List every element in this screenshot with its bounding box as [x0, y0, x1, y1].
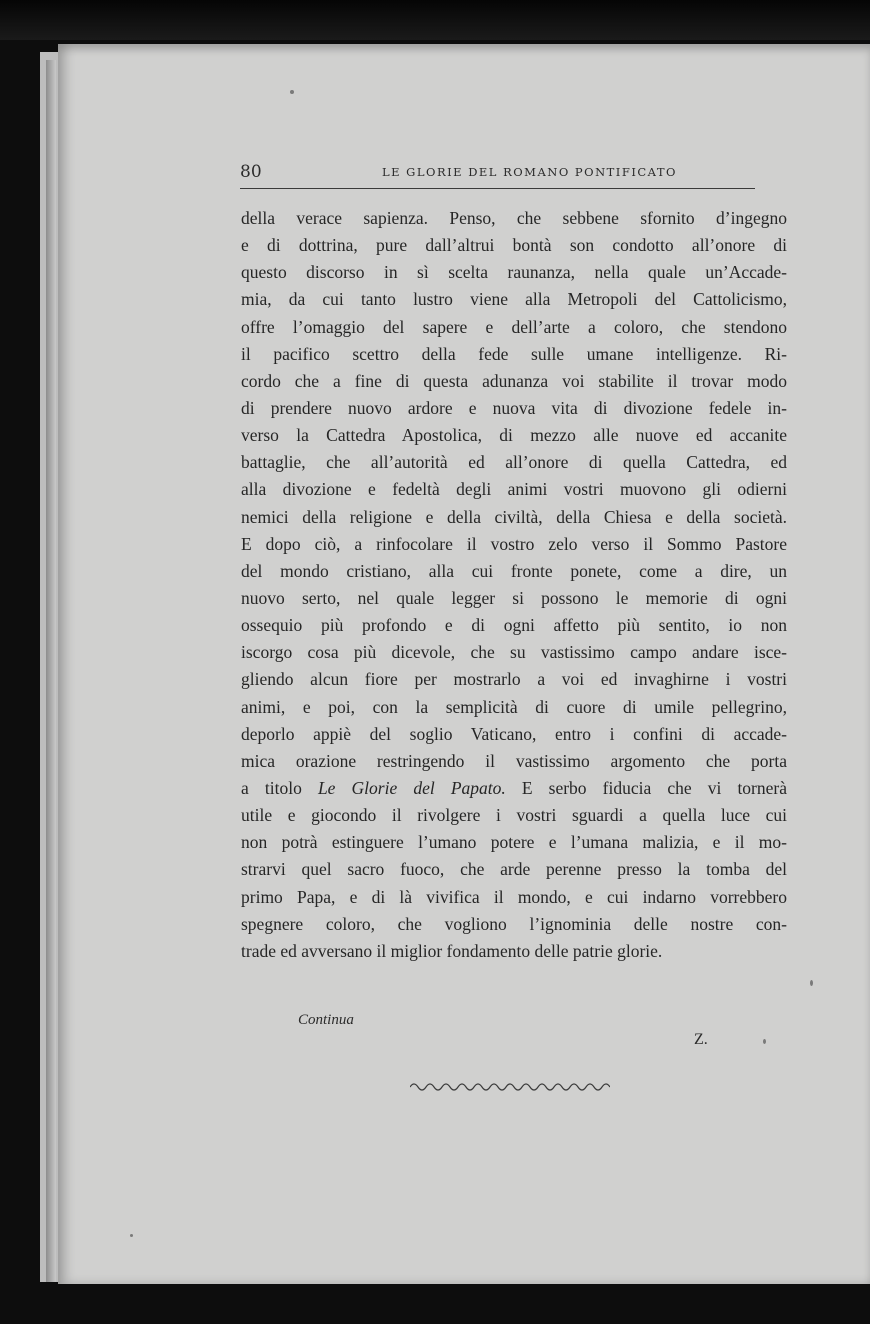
text-line: non potrà estinguere l’umano potere e l’umana malizia, e il mo- [241, 832, 787, 853]
text-line: primo Papa, e di là vivifica il mondo, e cui indarno vorrebbero [241, 886, 787, 907]
scan-top-shadow [0, 0, 870, 40]
italic-book-title: Le Glorie del Papato. [317, 777, 506, 798]
text-line: E dopo ciò, a rinfocolare il vostro zelo verso il Sommo Pastore [241, 533, 787, 554]
text-line: cordo che a fine di questa adunanza voi stabilite il trovar modo [241, 370, 787, 391]
text-line: strarvi quel sacro fuoco, che arde perenne presso la tomba del [241, 859, 787, 880]
dust-speck [763, 1039, 766, 1044]
text-line-with-italic-title [241, 775, 787, 802]
text-line: del mondo cristiano, alla cui fronte ponete, come a dire, un [241, 560, 787, 581]
text-fragment: a titolo [241, 777, 318, 798]
text-line: utile e giocondo il rivolgere i vostri sguardi a quella luce cui [241, 805, 787, 826]
page-header [240, 158, 755, 189]
dust-speck [810, 980, 813, 986]
text-line: battaglie, che all’autorità ed all’onore di quella Cattedra, ed [241, 452, 787, 473]
text-line: gliendo alcun fiore per mostrarlo a voi ed invaghirne i vostri [241, 669, 787, 690]
text-line: spegnere coloro, che vogliono l’ignominia delle nostre con- [241, 913, 787, 934]
running-title: LE GLORIE DEL ROMANO PONTIFICATO [382, 165, 677, 179]
text-line: alla divozione e fedeltà degli animi vostri muovono gli odierni [241, 479, 787, 500]
dust-speck [130, 1234, 133, 1237]
text-line: e di dottrina, pure dall’altrui bontà son condotto all’onore di [241, 235, 787, 256]
text-line: iscorgo cosa più dicevole, che su vastissimo campo andare isce- [241, 642, 787, 663]
page-number: 80 [240, 162, 262, 182]
text-line: mia, da cui tanto lustro viene alla Metropoli del Cattolicismo, [241, 289, 787, 310]
continua-note: Continua [298, 1012, 354, 1028]
text-fragment: E serbo fiducia che vi tornerà [505, 777, 788, 798]
text-line: deporlo appiè del soglio Vaticano, entro i confini di accade- [241, 723, 787, 744]
wavy-rule-ornament [410, 1080, 610, 1094]
text-line: nemici della religione e della civiltà, della Chiesa e della società. [241, 506, 787, 527]
text-line: trade ed avversano il miglior fondamento delle patrie glorie. [241, 940, 663, 961]
text-line: il pacifico scettro della fede sulle umane intelligenze. Ri- [241, 343, 787, 364]
dust-speck [290, 90, 294, 94]
text-line: ossequio più profondo e di ogni affetto più sentito, io non [241, 615, 787, 636]
text-line: offre l’omaggio del sapere e dell’arte a coloro, che stendono [241, 316, 787, 337]
page-edge [46, 60, 56, 1282]
text-line: animi, e poi, con la semplicità di cuore di umile pellegrino, [241, 696, 787, 717]
text-line: verso la Cattedra Apostolica, di mezzo alle nuove ed accanite [241, 425, 787, 446]
author-signature: Z. [694, 1031, 708, 1048]
text-line: nuovo serto, nel quale legger si possono le memorie di ogni [241, 587, 787, 608]
body-text [241, 205, 787, 965]
text-line: della verace sapienza. Penso, che sebbene sfornito d’ingegno [241, 208, 787, 228]
text-line: questo discorso in sì scelta raunanza, nella quale un’Accade- [241, 262, 787, 283]
text-line: di prendere nuovo ardore e nuova vita di divozione fedele in- [241, 397, 787, 418]
text-line: mica orazione restringendo il vastissimo argomento che porta [241, 750, 787, 771]
